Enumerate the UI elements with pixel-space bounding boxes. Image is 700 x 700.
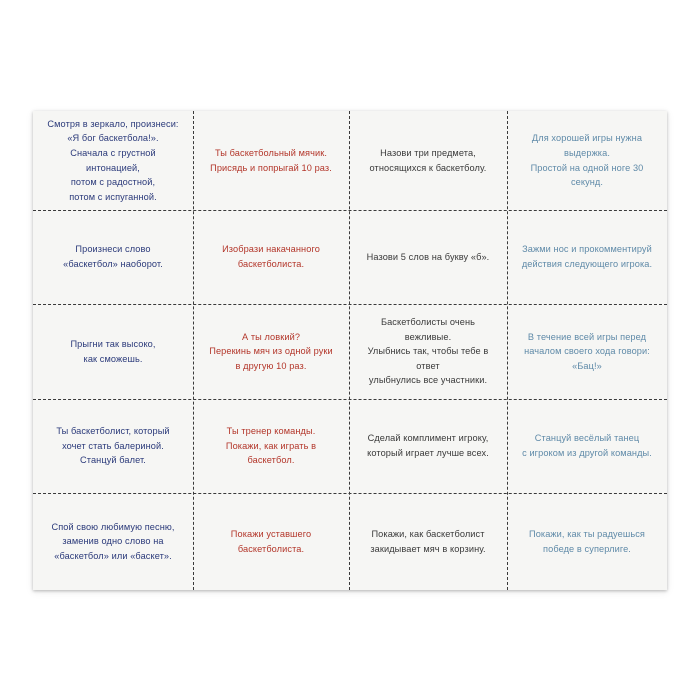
card-text: Баскетболисты очень вежливые. Улыбнись так, чтобы тебе в ответ улыбнулись все участники. [367, 317, 489, 386]
task-card [193, 399, 349, 493]
card-text: Смотря в зеркало, произнеси: «Я бог баскетбола!». Сначала с грустной интонацией, потом с радостной, потом с испуганной. [47, 118, 179, 202]
card-text: Покажи, как ты радуешься победе в суперлиге. [528, 528, 645, 554]
task-card [193, 304, 349, 399]
task-card [349, 493, 507, 590]
task-card [507, 493, 667, 590]
card-text: Ты баскетболист, который хочет стать балериной. Станцуй балет. [56, 426, 170, 466]
task-card [349, 304, 507, 399]
task-card [193, 210, 349, 304]
task-card [193, 493, 349, 590]
task-card [33, 210, 193, 304]
card-text: Покажи уставшего баскетболиста. [230, 528, 312, 554]
card-sheet [33, 111, 667, 590]
card-text: Покажи, как баскетболист закидывает мяч в корзину. [370, 528, 486, 554]
task-card [349, 210, 507, 304]
card-text: Назови 5 слов на букву «б». [366, 251, 490, 262]
task-card [33, 493, 193, 590]
card-text: Ты баскетбольный мячик. Присядь и попрыгай 10 раз. [210, 147, 332, 173]
card-grid [33, 111, 667, 590]
card-text: Для хорошей игры нужна выдержка. Простой на одной ноге 30 секунд. [530, 133, 644, 188]
card-text: Произнеси слово «баскетбол» наоборот. [63, 244, 163, 269]
card-text: Зажми нос и прокомментируй действия следующего игрока. [521, 244, 653, 269]
card-text: Спой свою любимую песню, заменив одно слово на «баскетбол» или «баскет». [51, 521, 175, 561]
task-card [507, 304, 667, 399]
task-card [349, 399, 507, 493]
card-text: А ты ловкий? Перекинь мяч из одной руки в другую 10 раз. [209, 331, 333, 371]
task-card [507, 399, 667, 493]
task-card [193, 111, 349, 210]
task-card [507, 111, 667, 210]
task-card [33, 111, 193, 210]
card-text: Назови три предмета, относящихся к баскетболу. [369, 147, 487, 173]
task-card [33, 399, 193, 493]
card-text: Прыгни так высоко, как сможешь. [70, 338, 156, 364]
card-text: Сделай комплимент игроку, который играет лучше всех. [367, 433, 489, 458]
card-text: В течение всей игры перед началом своего хода говори: «Бац!» [524, 331, 650, 371]
card-text: Изобрази накачанного баскетболиста. [222, 244, 320, 269]
task-card [33, 304, 193, 399]
task-card [507, 210, 667, 304]
task-card [349, 111, 507, 210]
card-text: Станцуй весёлый танец с игроком из другой команды. [522, 433, 652, 458]
card-text: Ты тренер команды. Покажи, как играть в баскетбол. [225, 426, 317, 466]
